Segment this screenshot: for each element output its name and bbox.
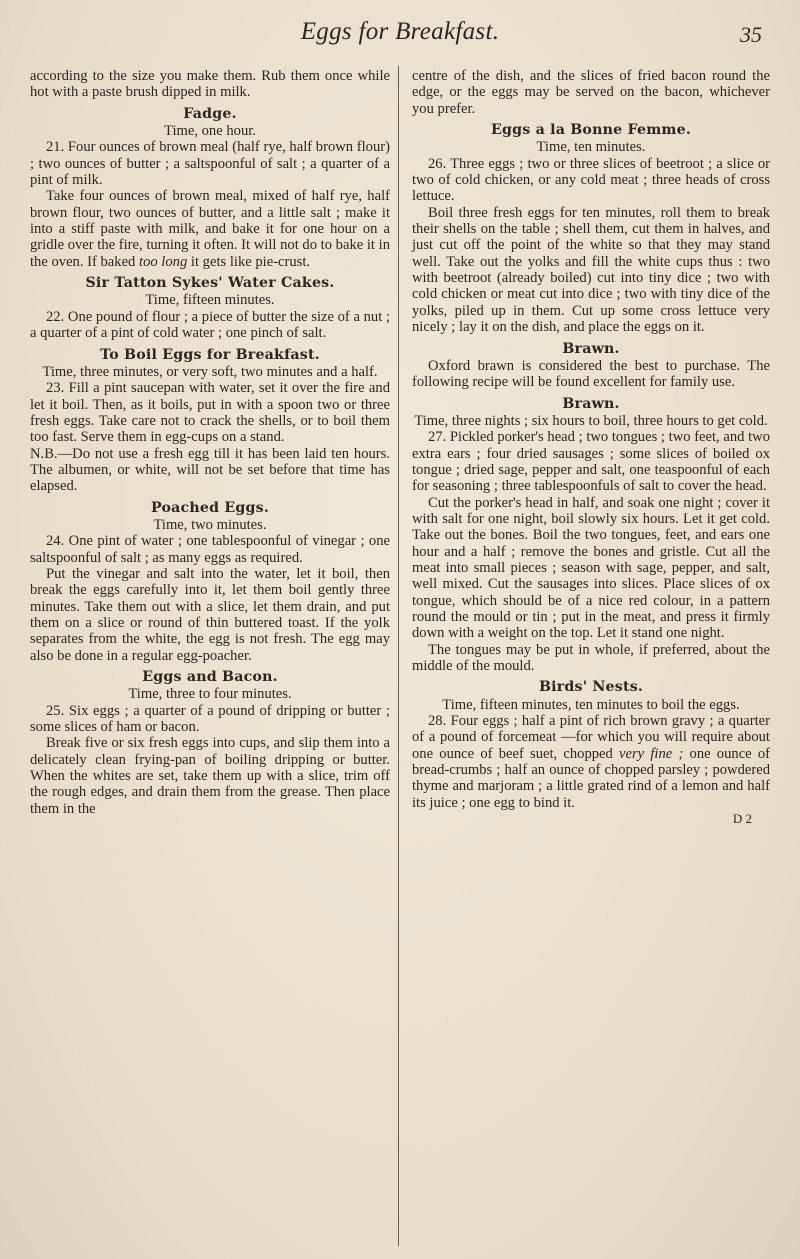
recipe-method (30, 188, 390, 270)
recipe-method: Put the vinegar and salt into the water, let it boil, then break the eggs carefully into it, let them boil gently three minutes. Take them out with a slice, let them drain, and put them on a slice or round of thin buttered toast. If the yolk separates from the white, the egg is not fresh. The egg may also be done in a regular egg-poacher. (30, 565, 390, 664)
recipe-time: Time, three nights ; six hours to boil, three hours to get cold. (414, 412, 768, 429)
recipe-title-brawn-recipe: Brawn. (562, 395, 620, 412)
recipe-ingredients: 25. Six eggs ; a quarter of a pound of dripping or butter ; some slices of ham or bacon. (30, 702, 390, 736)
recipe-method: Cut the porker's head in half, and soak one night ; cover it with salt for one night, boil slowly six hours. Let it get cold. Take out the bones. Boil the two tongues, feet, and ears one hour and a half ; remove the bones and gristle. Cut all the meat into small pieces ; season with sage, pepper, and salt, well mixed. Cut the sausages into slices. Place slices of ox tongue, which should be of a nice red colour, in a pattern round the mould or tin ; put in the meat, and press it firmly down with a weight on the top. Let it stand one night. (412, 494, 770, 642)
left-column (30, 68, 390, 817)
ingredients-text: 28. Four eggs ; half a pint of rich brown gravy ; a quarter of a pound of forcemeat —for which you will require about one ounce of beef suet, chopped (412, 713, 770, 762)
recipe-title-brawn: Brawn. (562, 340, 620, 357)
recipe-title-birds-nests: Birds' Nests. (538, 679, 644, 696)
method-text: it gets like pie-crust. (187, 253, 311, 270)
continuation-paragraph: centre of the dish, and the slices of fried bacon round the edge, or the eggs may be served on the bacon, whichever you prefer. (412, 68, 770, 117)
method-text: Take four ounces of brown meal, mixed of half rye, half brown flour, two ounces of butter, and a little salt ; make it into a stiff paste with milk, and bake it for one hour on a gridle over the fire, turning it often. It will not do to bake it in the oven. If baked (30, 188, 390, 270)
recipe-title-eggs-and-bacon: Eggs and Bacon. (142, 669, 278, 686)
recipe-time: Time, fifteen minutes. (145, 292, 275, 309)
recipe-method: 23. Fill a pint saucepan with water, set it over the fire and let it boil. Then, as it boils, put in with a spoon two or three fresh eggs. Take care not to crack the shells, or to boil them too fast. Serve them in egg-cups on a stand. (30, 380, 390, 446)
recipe-ingredients: 22. One pound of flour ; a piece of butter the size of a nut ; a quarter of a pint of cold water ; one pinch of salt. (30, 308, 390, 342)
recipe-method: Break five or six fresh eggs into cups, and slip them into a delicately clean frying-pan of boiling dripping or butter. When the whites are set, take them up with a slice, trim off the rough edges, and drain them from the grease. Then place them in the (30, 735, 390, 817)
emphasis-text: too long (139, 253, 188, 270)
page-header (0, 10, 800, 54)
column-divider (398, 66, 399, 1246)
recipe-ingredients: 24. One pint of water ; one tablespoonful of vinegar ; one saltspoonful of salt ; as many eggs as required. (30, 533, 390, 566)
recipe-note: N.B.—Do not use a fresh egg till it has been laid ten hours. The albumen, or white, will not be set before that time has elapsed. (30, 445, 390, 495)
page-number: 35 (740, 22, 762, 47)
recipe-time: Time, two minutes. (153, 516, 267, 533)
emphasis-text: very fine ; (619, 745, 684, 762)
recipe-ingredients (412, 713, 770, 811)
recipe-title-bonne-femme: Eggs a la Bonne Femme. (491, 122, 691, 139)
recipe-title-boil-eggs: To Boil Eggs for Breakfast. (100, 346, 320, 363)
recipe-time: Time, fifteen minutes, ten minutes to boil the eggs. (442, 696, 740, 713)
recipe-ingredients: 21. Four ounces of brown meal (half rye, half brown flour) ; two ounces of butter ; a saltspoonful of salt ; a quarter of a pint of milk. (30, 139, 390, 189)
ingredients-text: one ounce of bread-crumbs ; half an ounce of chopped parsley ; powdered thyme and marjoram ; a little grated rind of a lemon and half its juice ; one egg to bind it. (412, 745, 771, 811)
recipe-time: Time, three to four minutes. (128, 686, 292, 703)
recipe-title-fadge: Fadge. (183, 105, 237, 122)
recipe-note: Oxford brawn is considered the best to purchase. The following recipe will be found excellent for family use. (412, 357, 770, 391)
recipe-ingredients: 26. Three eggs ; two or three slices of beetroot ; a slice or two of cold chicken, or any cold meat ; three heads of cross lettuce. (412, 155, 770, 205)
right-column (412, 68, 770, 827)
continuation-paragraph: according to the size you make them. Rub them once while hot with a paste brush dipped in milk. (30, 68, 390, 101)
recipe-title-poached-eggs: Poached Eggs. (151, 499, 269, 516)
recipe-note: The tongues may be put in whole, if preferred, about the middle of the mould. (412, 641, 770, 675)
recipe-time: Time, three minutes, or very soft, two minutes and a half. (42, 363, 378, 380)
recipe-method: Boil three fresh eggs for ten minutes, roll them to break their shells on the table ; shell them, cut them in halves, and just cut off the point of the white so that they may stand well. Take out the yolks and fill the white cups thus : two with beetroot (already boiled) cut into tiny dice ; two with cold chicken or meat cut into dice ; two with tiny dice of the yolks, piled up in them. Cut up some cross lettuce very nicely ; lay it on the dish, and place the eggs on it. (412, 204, 770, 336)
recipe-time: Time, ten minutes. (536, 139, 646, 156)
recipe-title-water-cakes: Sir Tatton Sykes' Water Cakes. (85, 275, 335, 292)
running-title: Eggs for Breakfast. (300, 18, 500, 45)
recipe-ingredients: 27. Pickled porker's head ; two tongues ; two feet, and two extra ears ; four dried sausages ; some slices of boiled ox tongue ; dried sage, pepper and salt, one teaspoonful of each for seasoning ; three tablespoonfuls of salt to cover the head. (412, 429, 770, 495)
recipe-time: Time, one hour. (164, 123, 256, 140)
signature-mark: D 2 (732, 811, 752, 827)
